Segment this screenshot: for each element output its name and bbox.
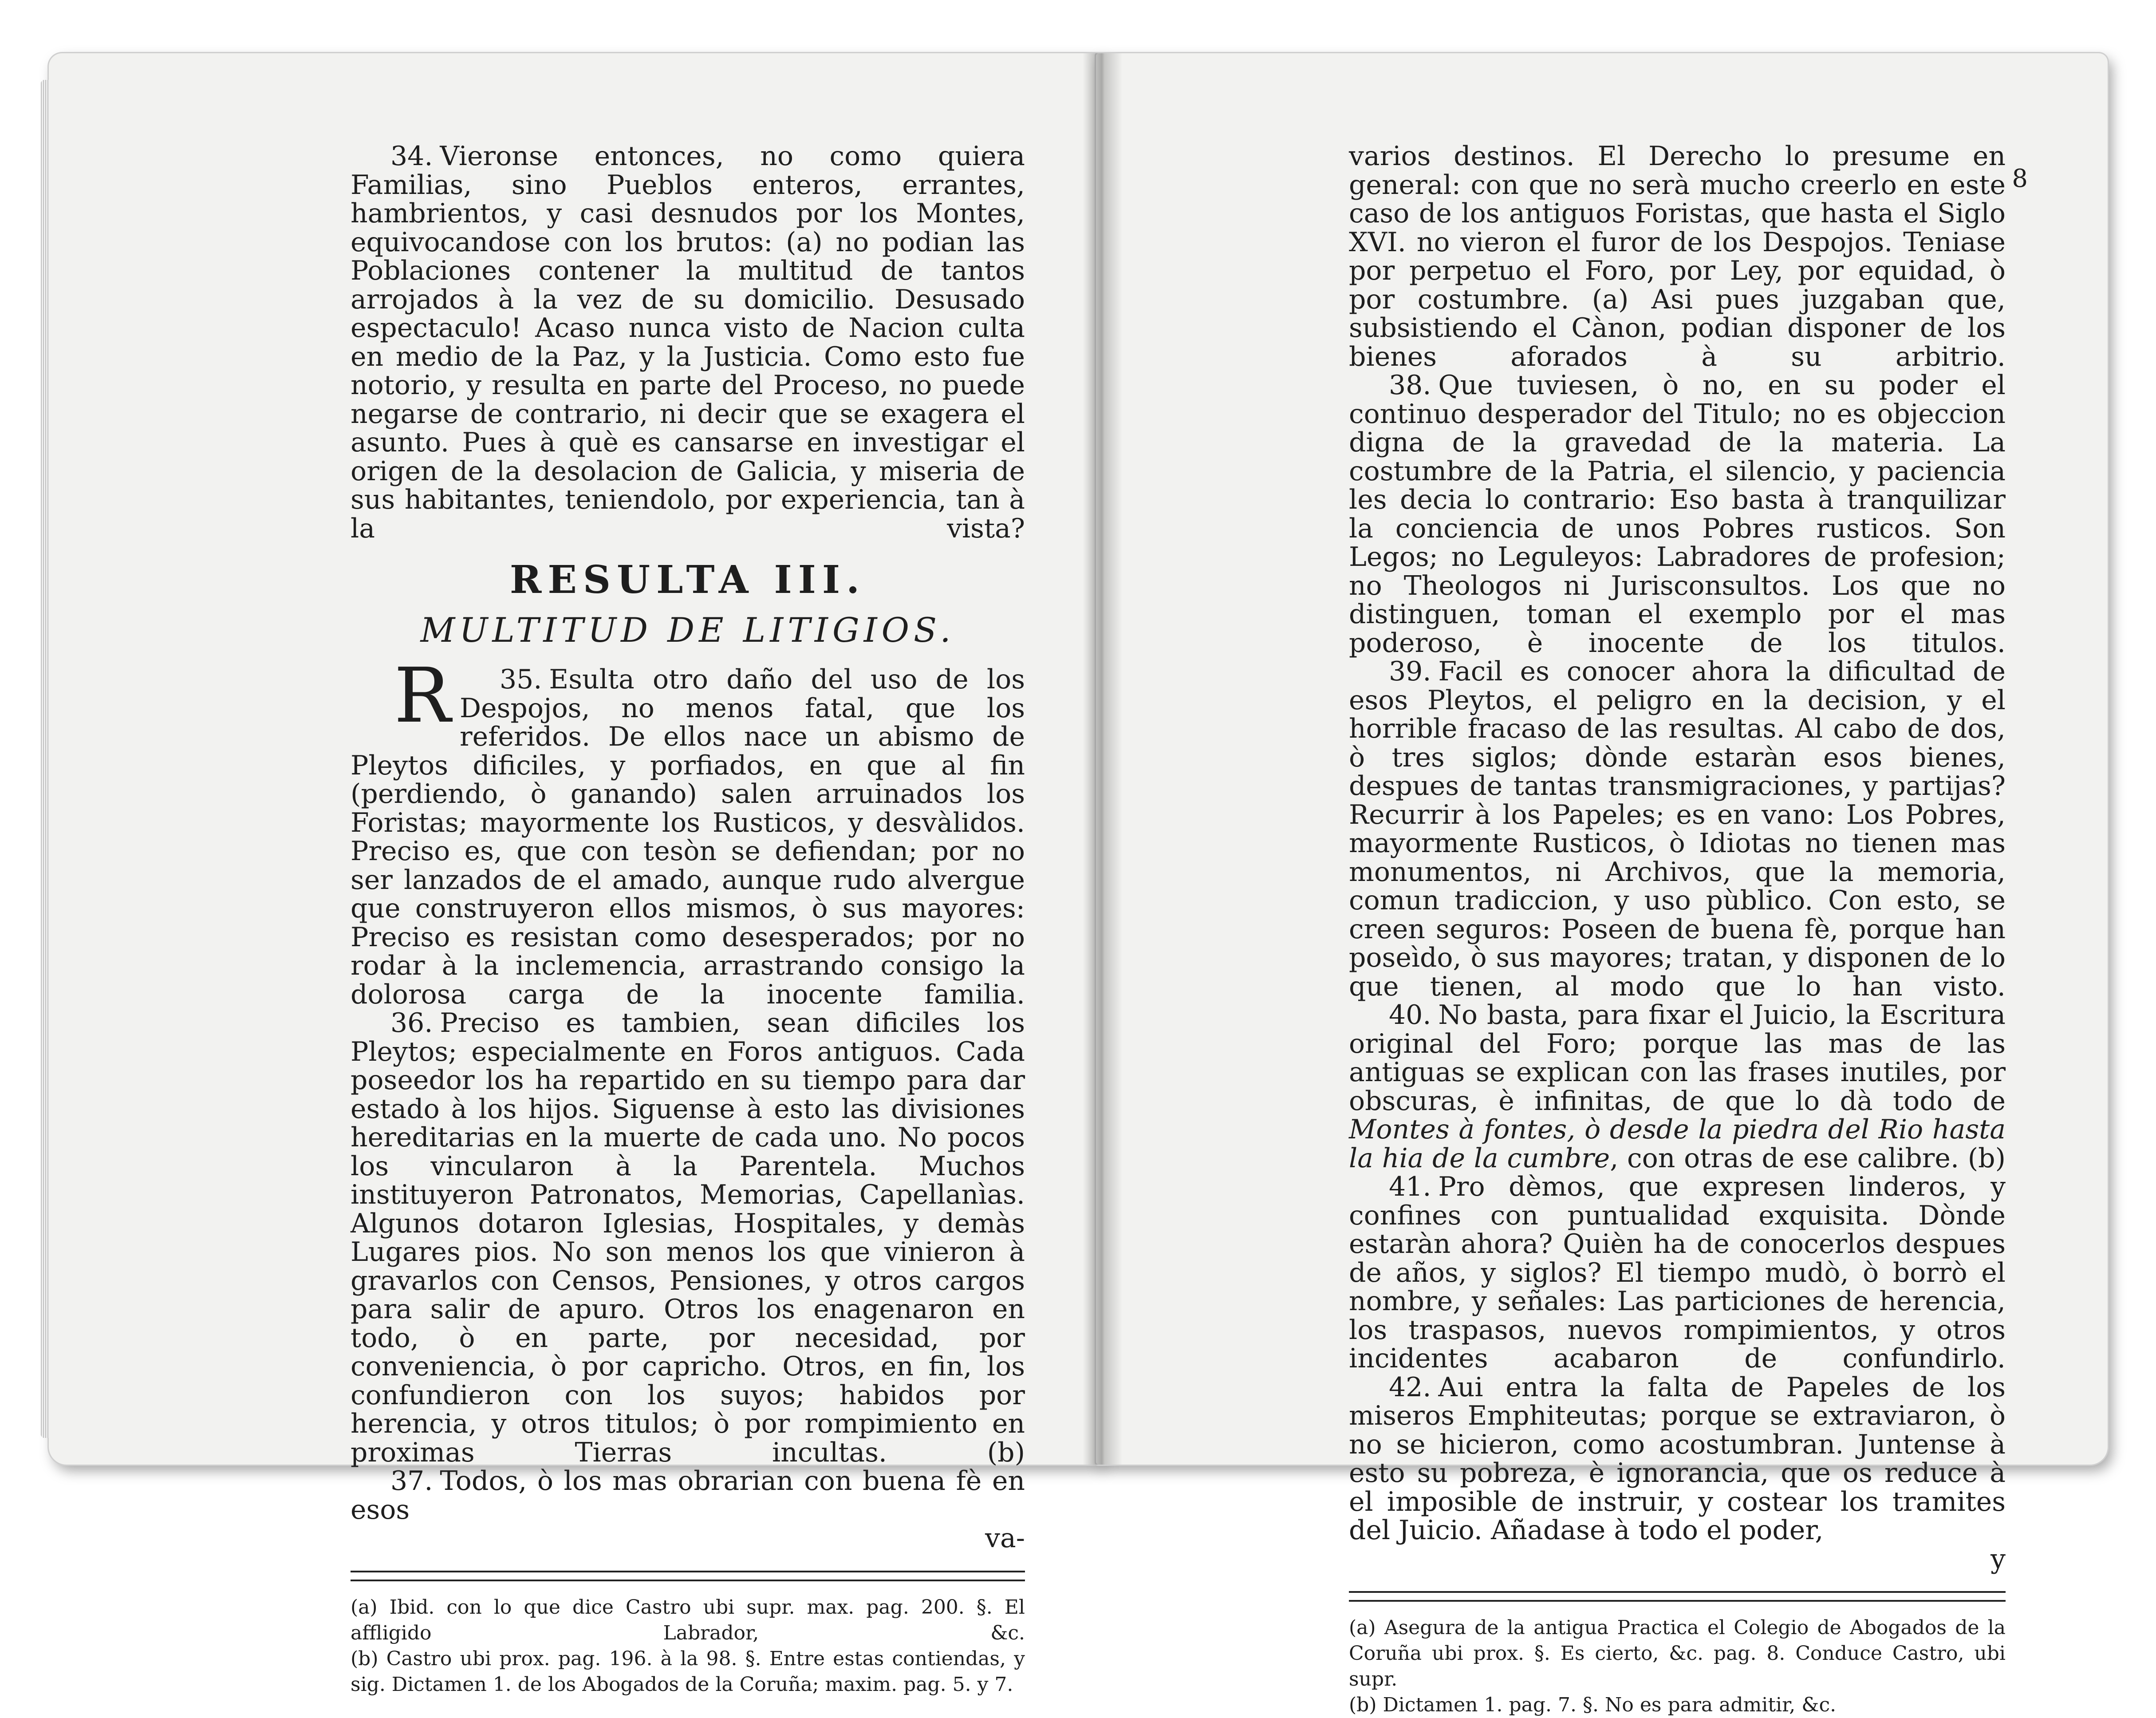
paragraph-39: 39. Facil es conocer ahora la dificultad de esos Pleytos, el peligro en la decision, y el horrible fracaso de las resultas. Al cabo de dos, ò tres siglos; dònde estaràn esos bienes, despues de tantas transmigraciones, y partijas? Recurrir à los Papeles; es en vano: Los Pobres, mayormente Rusticos, ò Idiotas no tienen mas monumentos, ni Archivos, que la memoria, comun tradiccion, y uso pùblico. Con esto, se creen seguros: Poseen de buena fè, porque han poseìdo, ò sus mayores; tratan, y disponen de lo que tienen, al modo que lo han visto. [1349, 656, 2006, 1002]
catchword: va- [985, 1523, 1025, 1554]
section-subheading: MULTITUD DE LITIGIOS. [420, 610, 955, 650]
section-heading: RESULTA III. [509, 557, 866, 602]
paragraph-35: 35. R Esulta otro daño del uso de los Despojos, no menos fatal, que los referidos. De ellos nace un abismo de Pleytos dificiles, y porfiados, en que al fin (perdiendo, ò ganando) salen arruinados los Foristas; mayormente los Rusticos, y desvàlidos. Preciso es, que con tesòn se defiendan; por no ser lanzados de el amado, aunque rudo alvergue que construyeron ellos mismos, ò sus mayores: Preciso es resistan como desesperados; por no rodar à la inclemencia, arrastrando consigo la dolorosa carga de la inocente familia. [351, 652, 1025, 1010]
left-text-column [351, 142, 1025, 1698]
footnote-a: (a) Asegura de la antigua Practica el Colegio de Abogados de la Coruña ubi prox. §. Es cierto, &c. pag. 8. Conduce Castro, ubi supr. [1349, 1616, 2006, 1690]
open-book [49, 53, 2108, 1716]
paragraph-41: 41. Pro dèmos, que expresen linderos, y confines con puntualidad exquisita. Dònde estaràn ahora? Quièn ha de conocerlos despues de años, y siglos? El tiempo mudò, ò borrò el nombre, y señales: Las particiones de herencia, los traspasos, nuevos rompimientos, y otros incidentes acabaron de confundirlo. [1349, 1171, 2006, 1374]
footnote-rule [351, 1571, 1025, 1581]
left-page [49, 53, 1100, 1696]
drop-cap: R [394, 652, 451, 740]
paragraph-36: 36. Preciso es tambien, sean dificiles los Pleytos; especialmente en Foros antiguos. Cada poseedor los ha repartido en su tiempo para dar estado à los hijos. Siguense à esto las divisiones hereditarias en la muerte de cada uno. No pocos los vincularon à la Parentela. Muchos instituyeron Patronatos, Memorias, Capellanìas. Algunos dotaron Iglesias, Hospitales, y demàs Lugares pios. No son menos los que vinieron à gravarlos con Censos, Pensiones, y otros cargos para salir de apuro. Otros los enagenaron en todo, ò en parte, por necesidad, por conveniencia, ò por capricho. Otros, en fin, los confundieron con los suyos; habidos por herencia, y otros titulos; ò por rompimiento en proximas Tierras incultas. (b) [351, 1007, 1025, 1468]
paragraph-40: 40. No basta, para fixar el Juicio, la Escritura original del Foro; porque las mas de las antiguas se explican con las frases inutiles, por obscuras, è infinitas, de que lo dà todo de Montes à fontes, ò desde la piedra del Rio hasta la hia de la cumbre, con otras de ese calibre. (b) [1349, 999, 2006, 1174]
paragraph-42: 42. Aui entra la falta de Papeles de los miseros Emphiteutas; porque se extraviaron, ò no se hicieron, como acostumbran. Juntense à esto su pobreza, è ignorancia, que os reduce à el imposible de instruir, y costear los tramites del Juicio. Añadase à todo el poder, [1349, 1371, 2006, 1546]
page-number: 8 [2012, 164, 2028, 193]
footnote-rule [1349, 1591, 2006, 1602]
continued-text: varios destinos. El Derecho lo presume en general: con que no serà mucho creerlo en este caso de los antiguos Foristas, que hasta el Siglo XVI. no vieron el furor de los Despojos. Teniase por perpetuo el Foro, por Ley, por equidad, ò por costumbre. (a) Asi pues juzgaban que, subsistiendo el Cànon, podian disponer de los bienes aforados à su arbitrio. [1349, 141, 2006, 372]
paragraph-38: 38. Que tuviesen, ò no, en su poder el continuo desperador del Titulo; no es objeccion digna de la gravedad de la materia. La costumbre de la Patria, el silencio, y paciencia les decia lo contrario: Eso basta à tranquilizar la conciencia de unos Pobres rusticos. Son Legos; no Leguleyos: Labradores de profesion; no Theologos ni Jurisconsultos. Los que no distinguen, toman el exemplo por el mas poderoso, è inocente de los titulos. [1349, 370, 2006, 659]
footnotes [1349, 1615, 2006, 1718]
paragraph-34: 34. Vieronse entonces, no como quiera Familias, sino Pueblos enteros, errantes, hambrientos, y casi desnudos por los Montes, equivocandose con los brutos: (a) no podian las Poblaciones contener la multitud de tantos arrojados à la vez de su domicilio. Desusado espectaculo! Acaso nunca visto de Nacion culta en medio de la Paz, y la Justicia. Como esto fue notorio, y resulta en parte del Proceso, no puede negarse de contrario, ni decir que se exagera el asunto. Pues à què es cansarse en investigar el origen de la desolacion de Galicia, y miseria de sus habitantes, teniendolo, por experiencia, tan à la vista? [351, 141, 1025, 544]
catchword: y [1990, 1543, 2006, 1575]
footnote-b: (b) Dictamen 1. pag. 7. §. No es para admitir, &c. [1349, 1694, 1837, 1716]
book-gutter [1083, 53, 1123, 1465]
paragraph-37: 37. Todos, ò los mas obrarian con buena fè en esos [351, 1465, 1025, 1525]
page-edges [41, 80, 50, 1438]
footnote-a: (a) Ibid. con lo que dice Castro ubi supr. max. pag. 200. §. El affligido Labrador, &c. [351, 1596, 1025, 1644]
footnote-b: (b) Castro ubi prox. pag. 196. à la 98. §. Entre estas contiendas, y sig. Dictamen 1. de los Abogados de la Coruña; maxim. pag. 5. y 7. [351, 1647, 1025, 1696]
right-text-column [1349, 142, 2006, 1718]
footnotes [351, 1595, 1025, 1698]
right-page [1096, 53, 2108, 1716]
